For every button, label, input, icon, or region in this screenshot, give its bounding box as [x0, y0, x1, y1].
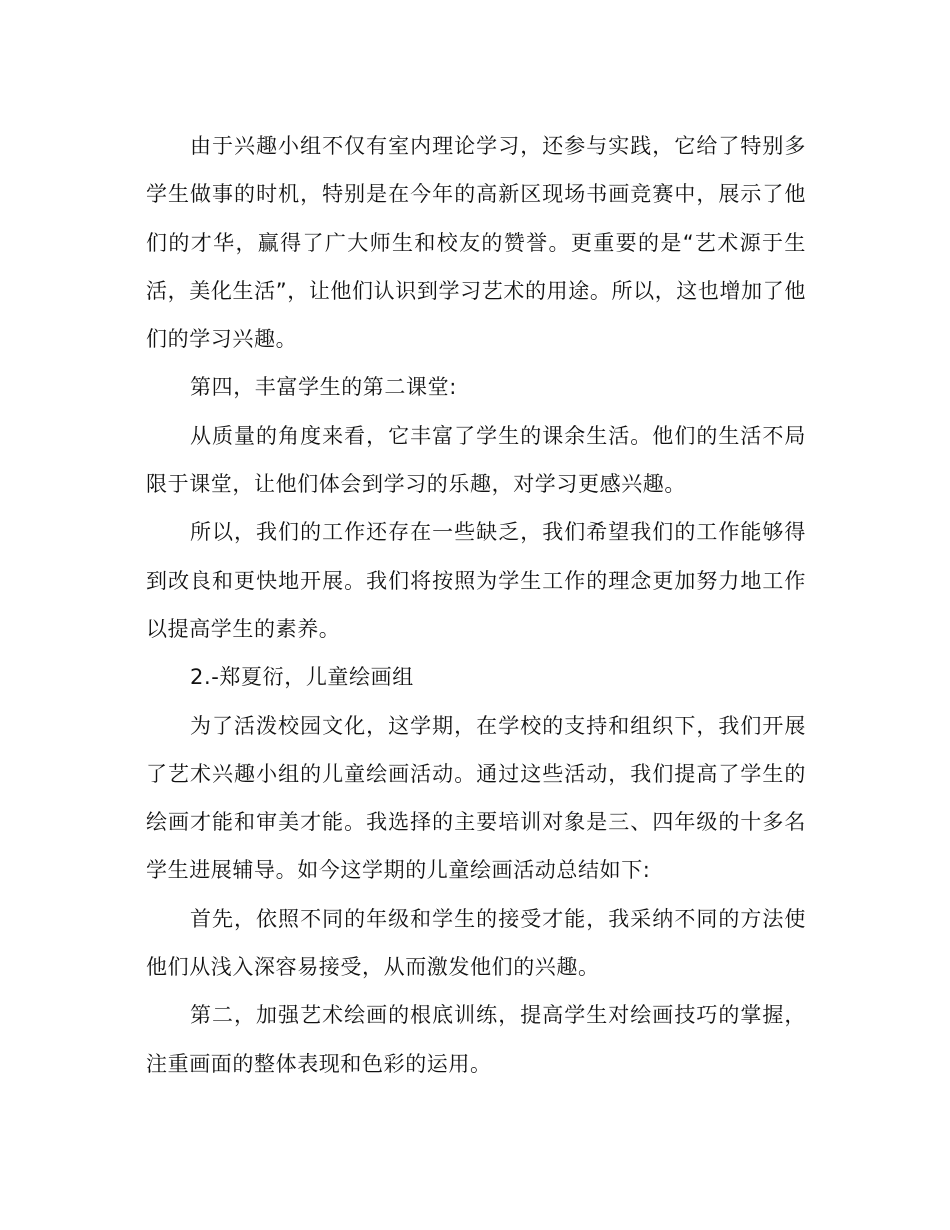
section-heading: 第四，丰富学生的第二课堂:	[190, 375, 457, 400]
paragraph: 首先，依照不同的年级和学生的接受才能，我采纳不同的方法使他们从浅入深容易接受，从而激发他们的兴趣。	[146, 906, 806, 980]
paragraph: 所以，我们的工作还存在一些缺乏，我们希望我们的工作能够得到改良和更快地开展。我们将按照为学生工作的理念更加努力地工作以提高学生的素养。	[146, 520, 806, 641]
paragraph: 从质量的角度来看，它丰富了学生的课余生活。他们的生活不局限于课堂，让他们体会到学习的乐趣，对学习更感兴趣。	[146, 423, 806, 497]
document-body	[146, 122, 806, 1088]
section-heading: 2.-郑夏衍，儿童绘画组	[190, 665, 414, 690]
paragraph: 由于兴趣小组不仅有室内理论学习，还参与实践，它给了特别多学生做事的时机，特别是在今年的高新区现场书画竞赛中，展示了他们的才华，赢得了广大师生和校友的赞誉。更重要的是“艺术源于生活，美化生活”，让他们认识到学习艺术的用途。所以，这也增加了他们的学习兴趣。	[146, 134, 806, 352]
paragraph: 第二，加强艺术绘画的根底训练，提高学生对绘画技巧的掌握，注重画面的整体表现和色彩的运用。	[146, 1003, 806, 1076]
paragraph: 为了活泼校园文化，这学期，在学校的支持和组织下，我们开展了艺术兴趣小组的儿童绘画活动。通过这些活动，我们提高了学生的绘画才能和审美才能。我选择的主要培训对象是三、四年级的十多名学生进展辅导。如今这学期的儿童绘画活动总结如下:	[146, 713, 806, 883]
